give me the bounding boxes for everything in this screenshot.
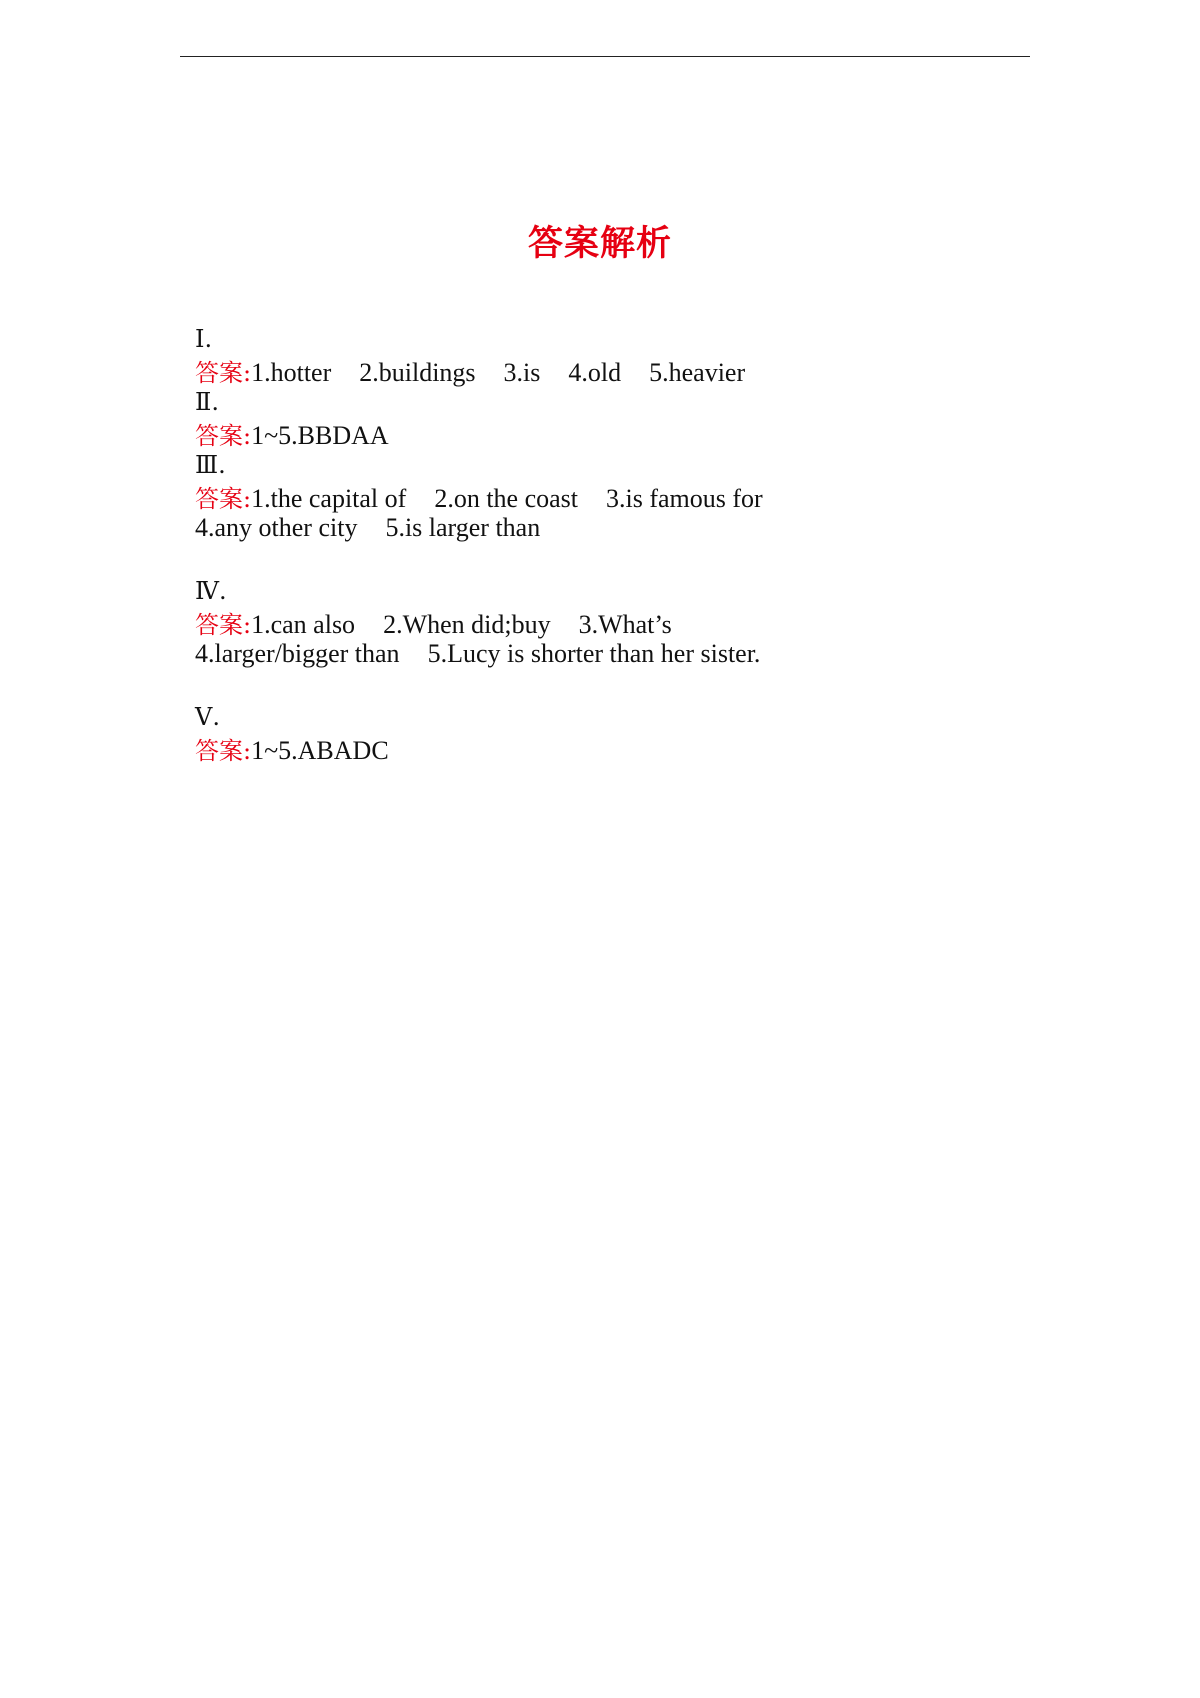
answer-label: 答案 bbox=[195, 737, 243, 765]
answer-item: 1.the capital of bbox=[251, 484, 407, 513]
answer-label: 答案 bbox=[195, 359, 243, 387]
section-numeral: Ⅰ. bbox=[195, 325, 213, 353]
answer-item: 2.buildings bbox=[359, 358, 476, 387]
answer-item: 3.is bbox=[503, 358, 541, 387]
section-1-line: Ⅰ. 答案:1.hotter 2.buildings 3.is 4.old 5.heavier bbox=[195, 325, 746, 387]
header-rule bbox=[180, 56, 1030, 57]
answer-label: 答案 bbox=[195, 422, 243, 450]
answer-item: 4.old bbox=[568, 358, 622, 387]
section-numeral: Ⅳ. bbox=[195, 577, 227, 605]
answer-item: 5.Lucy is shorter than her sister. bbox=[427, 639, 761, 668]
answer-item: 1~5.BBDAA bbox=[251, 421, 389, 450]
answer-item: 2.When did;buy bbox=[383, 610, 551, 639]
section-5-line: Ⅴ. 答案:1~5.ABADC bbox=[195, 703, 389, 765]
answer-item: 3.is famous for bbox=[606, 484, 763, 513]
section-4-continuation bbox=[182, 603, 760, 671]
answer-item: 1.can also bbox=[251, 610, 356, 639]
page-title: 答案解析 bbox=[527, 224, 672, 264]
answer-item: 3.What’s bbox=[578, 610, 672, 639]
section-numeral: Ⅲ. bbox=[195, 451, 226, 479]
answer-item: 1.hotter bbox=[251, 358, 332, 387]
answer-item: 5.is larger than bbox=[385, 513, 541, 542]
section-numeral: Ⅱ. bbox=[195, 388, 219, 416]
section-numeral: Ⅴ. bbox=[195, 703, 220, 731]
answer-item: 4.any other city bbox=[195, 513, 358, 542]
answer-label: 答案 bbox=[195, 485, 243, 513]
answer-item: 2.on the coast bbox=[434, 484, 578, 513]
answer-label: 答案 bbox=[195, 611, 243, 639]
section-4-line: Ⅳ. 答案:1.can also 2.When did;buy 3.What’s bbox=[195, 577, 672, 639]
answer-item: 5.heavier bbox=[649, 358, 746, 387]
section-3-line: Ⅲ. 答案:1.the capital of 2.on the coast 3.is famous for bbox=[195, 451, 763, 513]
answer-item: 4.larger/bigger than bbox=[195, 639, 400, 668]
answer-item: 1~5.ABADC bbox=[251, 736, 389, 765]
section-3-continuation bbox=[182, 477, 540, 545]
section-2-line: Ⅱ. 答案:1~5.BBDAA bbox=[195, 388, 389, 450]
